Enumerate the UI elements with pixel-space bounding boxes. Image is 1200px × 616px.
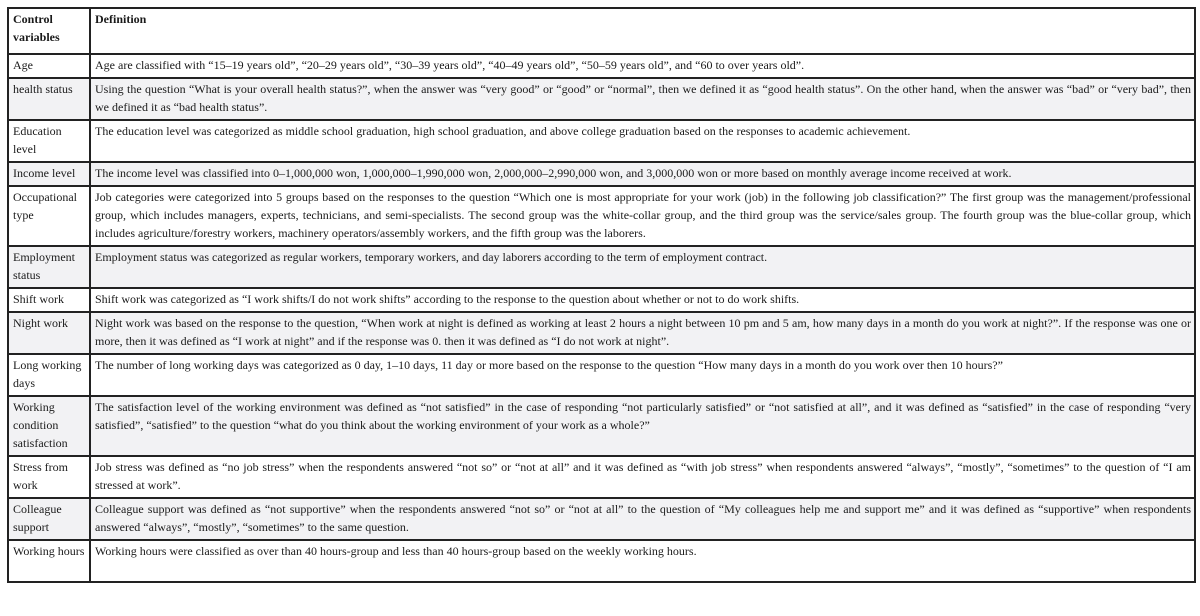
definition-cell: Shift work was categorized as “I work shifts/I do not work shifts” according to the response to the question about whether or not to do work shifts. [90,288,1195,312]
variable-cell: Night work [8,312,90,354]
variable-cell: Stress from work [8,456,90,498]
table-row [8,186,1195,246]
definition-cell: Working hours were classified as over than 40 hours-group and less than 40 hours-group based on the weekly working hours. [90,540,1195,582]
table-row [8,246,1195,288]
definition-cell: The education level was categorized as middle school graduation, high school graduation, and above college graduation based on the responses to academic achievement. [90,120,1195,162]
variable-cell: Long working days [8,354,90,396]
definition-cell: Night work was based on the response to the question, “When work at night is defined as working at least 2 hours a night between 10 pm and 5 am, how many days in a month do you work at night?”. If the response was one or more, then it was defined as “I work at night” and if the response was 0. then it was defined as “I do not work at night”. [90,312,1195,354]
variable-cell: health status [8,78,90,120]
column-header-control-variables: Control variables [8,8,90,54]
header-row [8,8,1195,54]
table-row [8,312,1195,354]
table-row [8,456,1195,498]
definition-cell: The number of long working days was categorized as 0 day, 1–10 days, 11 day or more based on the response to the question “How many days in a month do you work over then 10 hours?” [90,354,1195,396]
definition-cell: Job categories were categorized into 5 groups based on the responses to the question “Which one is most appropriate for your work (job) in the following job classification?” The first group was the management/professional group, which includes managers, experts, technicians, and semi-specialists. The second group was the white-collar group, and the third group was the service/sales group. The fourth group was the blue-collar group, which includes agriculture/forestry workers, machinery operators/assembly workers, and the fifth group was the laborers. [90,186,1195,246]
definition-cell: Using the question “What is your overall health status?”, when the answer was “very good” or “good” or “normal”, then we defined it as “good health status”. On the other hand, when the answer was “bad” or “very bad”, then we defined it as “bad health status”. [90,78,1195,120]
variable-cell: Occupational type [8,186,90,246]
variable-cell: Working hours [8,540,90,582]
control-variables-table [7,7,1196,583]
variable-cell: Income level [8,162,90,186]
definition-cell: Age are classified with “15–19 years old”, “20–29 years old”, “30–39 years old”, “40–49 years old”, “50–59 years old”, and “60 to over years old”. [90,54,1195,78]
table-row [8,120,1195,162]
table-row [8,354,1195,396]
table-row [8,498,1195,540]
table-row [8,288,1195,312]
variable-cell: Colleague support [8,498,90,540]
definition-cell: Colleague support was defined as “not supportive” when the respondents answered “not so” or “not at all” to the question of “My colleagues help me and support me” and it was defined as “supportive” when respondents answered “always”, “mostly”, “sometimes” to the same question. [90,498,1195,540]
definition-cell: Job stress was defined as “no job stress” when the respondents answered “not so” or “not at all” and it was defined as “with job stress” when respondents answered “always”, “mostly”, “sometimes” to the question of “I am stressed at work”. [90,456,1195,498]
variable-cell: Employment status [8,246,90,288]
table-row [8,162,1195,186]
variable-cell: Education level [8,120,90,162]
table-row [8,396,1195,456]
variable-cell: Age [8,54,90,78]
column-header-definition: Definition [90,8,1195,54]
definition-cell: Employment status was categorized as regular workers, temporary workers, and day laborers according to the term of employment contract. [90,246,1195,288]
variable-cell: Working condition satisfaction [8,396,90,456]
table-row [8,54,1195,78]
definition-cell: The satisfaction level of the working environment was defined as “not satisfied” in the case of responding “not particularly satisfied” or “not satisfied at all”, and it was defined as “satisfied” in the case of responding “very satisfied”, “satisfied” to the question “what do you think about the working environment of your work as a whole?” [90,396,1195,456]
table-row [8,78,1195,120]
table-row [8,540,1195,582]
variable-cell: Shift work [8,288,90,312]
table-container [7,7,1194,583]
definition-cell: The income level was classified into 0–1,000,000 won, 1,000,000–1,990,000 won, 2,000,000–2,990,000 won, and 3,000,000 won or more based on monthly average income received at work. [90,162,1195,186]
